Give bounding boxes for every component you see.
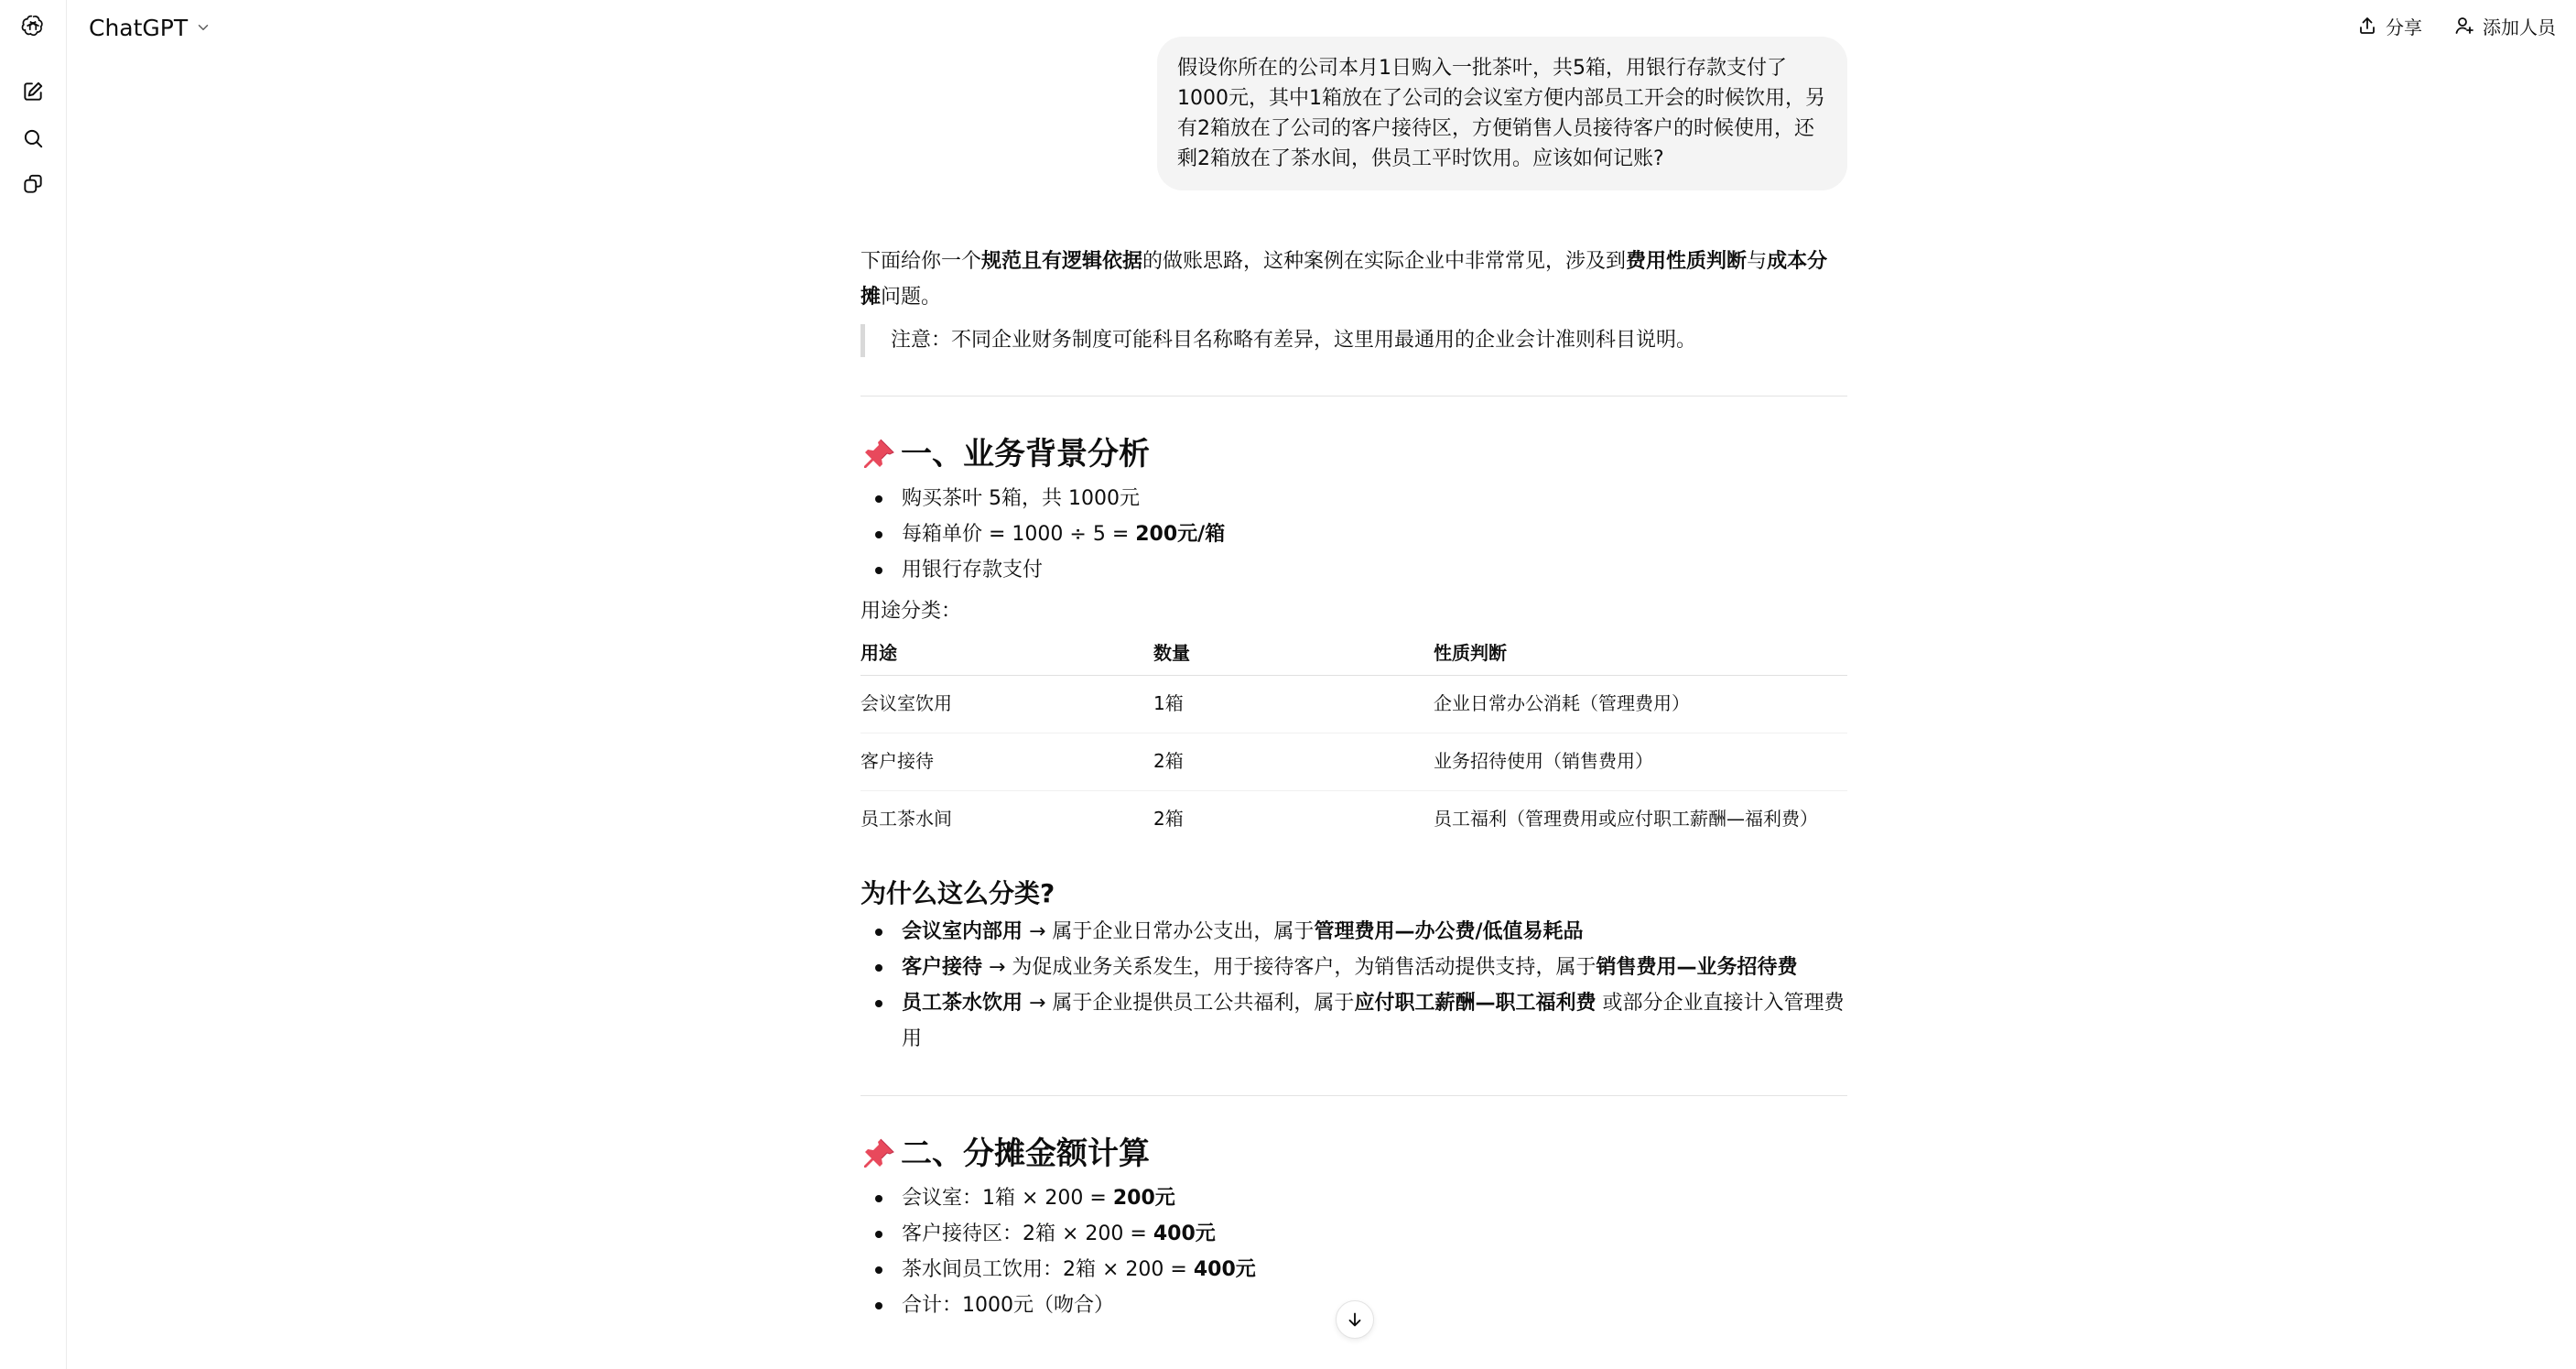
why-text: → 为促成业务关系发生，用于接待客户，为销售活动提供支持，属于 <box>982 956 1596 979</box>
section-divider <box>860 396 1847 397</box>
chevron-down-icon <box>195 19 211 36</box>
intro-bold-1: 规范且有逻辑依据 <box>981 250 1143 273</box>
table-header-row <box>860 633 1847 675</box>
scroll-to-bottom-button[interactable] <box>1336 1300 1374 1339</box>
left-sidebar-rail <box>0 0 67 1369</box>
note-blockquote <box>860 324 1847 357</box>
model-name: ChatGPT <box>89 14 189 41</box>
list-item <box>860 914 1847 950</box>
list-item <box>860 950 1847 985</box>
new-chat-icon[interactable] <box>18 77 48 106</box>
library-icon[interactable] <box>18 169 48 199</box>
intro-text-3: 与 <box>1747 250 1768 273</box>
alloc-text: 合计：1000元（吻合） <box>902 1294 1114 1317</box>
arrow-down-icon <box>1345 1309 1365 1330</box>
alloc-bold: 200元 <box>1112 1187 1175 1210</box>
why-bold: 会议室内部用 <box>902 920 1023 943</box>
alloc-bold: 400元 <box>1153 1222 1216 1245</box>
alloc-text: 茶水间员工饮用：2箱 × 200 = <box>902 1258 1194 1281</box>
assistant-message <box>860 244 1847 1323</box>
table-cell: 会议室饮用 <box>860 675 1153 733</box>
why-bold: 管理费用—办公费/低值易耗品 <box>1314 920 1584 943</box>
intro-text-2: 的做账思路，这种案例在实际企业中非常常见，涉及到 <box>1142 250 1627 273</box>
user-message-text: 假设你所在的公司本月1日购入一批茶叶，共5箱，用银行存款支付了1000元，其中1箱放在了公司的会议室方便内部员工开会的时候饮用，另有2箱放在了公司的客户接待区，方便销售人员接待客户的时候使用，还剩2箱放在了茶水间，供员工平时饮用。应该如何记账? <box>1177 57 1825 170</box>
add-people-label: 添加人员 <box>2483 16 2556 38</box>
table-cell: 企业日常办公消耗（管理费用） <box>1434 675 1847 733</box>
bullet-bold: 200元/箱 <box>1135 523 1226 546</box>
pushpin-icon <box>860 1135 897 1172</box>
bullet-text: 用银行存款支付 <box>902 559 1044 581</box>
model-switcher[interactable] <box>89 9 211 46</box>
intro-bold-3: 成本分摊 <box>860 250 1828 309</box>
header-actions <box>2356 9 2556 42</box>
why-bold: 员工茶水饮用 <box>902 992 1023 1015</box>
table-cell: 员工茶水间 <box>860 808 952 831</box>
table-row <box>860 790 1847 848</box>
alloc-text: 会议室：1箱 × 200 = <box>902 1187 1113 1210</box>
alloc-text: 客户接待区：2箱 × 200 = <box>902 1222 1153 1245</box>
why-text: 或部分企业直接计入管理费用 <box>902 992 1845 1050</box>
section-divider <box>860 1095 1847 1096</box>
table-cell: 2箱 <box>1153 733 1434 790</box>
why-heading: 为什么这么分类? <box>860 878 1055 908</box>
list-item <box>860 552 1847 588</box>
why-list <box>860 914 1847 1057</box>
openai-logo-icon[interactable] <box>18 11 48 40</box>
intro-paragraph <box>860 244 1847 315</box>
note-text: 注意：不同企业财务制度可能科目名称略有差异，这里用最通用的企业会计准则科目说明。 <box>891 329 1697 352</box>
usage-label: 用途分类： <box>860 600 962 623</box>
list-item <box>860 481 1847 516</box>
background-list <box>860 481 1847 588</box>
table-header: 用途 <box>860 633 1153 675</box>
list-item <box>860 1252 1847 1288</box>
table-cell: 2箱 <box>1153 808 1184 831</box>
share-button[interactable] <box>2356 9 2422 42</box>
usage-table <box>860 633 1847 848</box>
table-row <box>860 733 1847 790</box>
list-item <box>860 1216 1847 1252</box>
table-cell: 客户接待 <box>860 733 1153 790</box>
section2-title: 二、分摊金额计算 <box>901 1135 1150 1172</box>
why-text: → 属于企业提供员工公共福利，属于 <box>1023 992 1355 1015</box>
why-text: → 属于企业日常办公支出，属于 <box>1023 920 1315 943</box>
table-cell: 1箱 <box>1153 675 1434 733</box>
list-item <box>860 516 1847 552</box>
intro-text-1: 下面给你一个 <box>860 250 982 273</box>
section2-heading <box>860 1133 1847 1175</box>
table-row <box>860 675 1847 733</box>
section1-title: 一、业务背景分析 <box>901 435 1150 473</box>
table-header: 性质判断 <box>1434 633 1847 675</box>
intro-bold-2: 费用性质判断 <box>1626 250 1748 273</box>
table-cell: 员工福利（管理费用或应付职工薪酬—福利费） <box>1434 808 1818 831</box>
table-cell: 业务招待使用（销售费用） <box>1434 733 1847 790</box>
why-bold: 销售费用—业务招待费 <box>1596 956 1798 979</box>
why-bold: 客户接待 <box>902 956 983 979</box>
table-header: 数量 <box>1153 633 1434 675</box>
share-label: 分享 <box>2386 16 2422 38</box>
add-person-icon <box>2453 15 2475 37</box>
list-item <box>860 985 1847 1057</box>
list-item <box>860 1180 1847 1216</box>
why-bold: 应付职工薪酬—职工福利费 <box>1354 992 1596 1015</box>
add-people-button[interactable] <box>2453 9 2556 42</box>
pushpin-icon <box>860 436 897 473</box>
intro-text-4: 问题。 <box>881 286 942 309</box>
bullet-text: 购买茶叶 5箱，共 1000元 <box>902 487 1140 510</box>
alloc-bold: 400元 <box>1193 1258 1256 1281</box>
section1-heading <box>860 433 1847 475</box>
search-icon[interactable] <box>18 124 48 153</box>
share-icon <box>2356 15 2378 37</box>
bullet-text: 每箱单价 = 1000 ÷ 5 = <box>902 523 1136 546</box>
user-message-bubble <box>1157 37 1847 190</box>
